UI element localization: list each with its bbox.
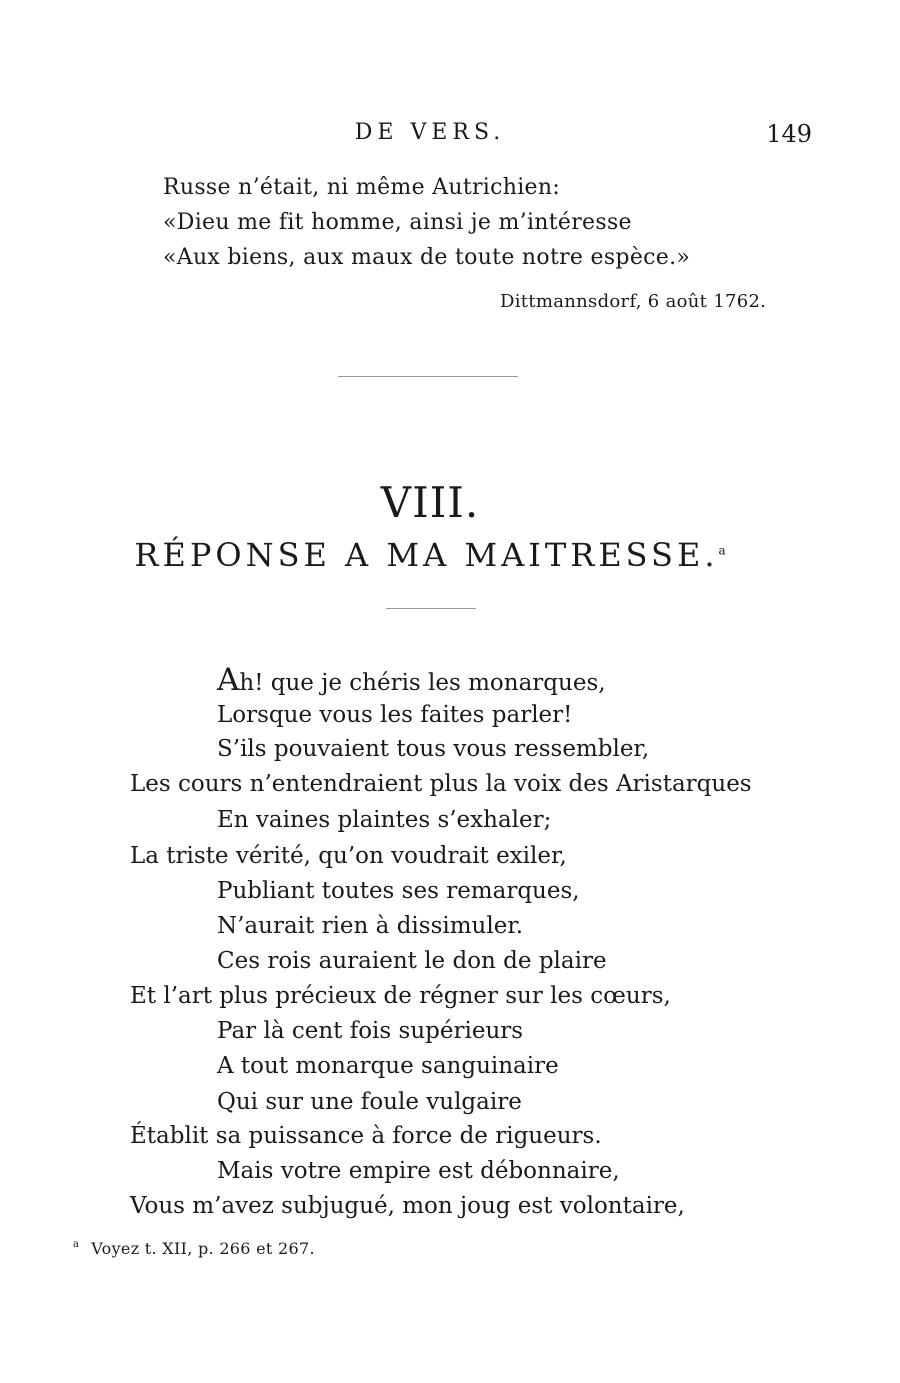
first-line-text: h! que je chéris les monarques,	[239, 670, 606, 696]
verse-line: Vous m’avez subjugué, mon joug est volontaire,	[130, 1193, 685, 1219]
verse-line: Publiant toutes ses remarques,	[217, 878, 580, 904]
running-head: DE VERS.	[354, 120, 506, 145]
footnote-reference: a	[718, 543, 726, 558]
footnote	[73, 1239, 315, 1258]
verse-line: En vaines plaintes s’exhaler;	[217, 807, 552, 833]
verse-line-first	[217, 662, 606, 698]
dateline: Dittmannsdorf, 6 août 1762.	[500, 291, 767, 312]
verse-line: Qui sur une foule vulgaire	[217, 1089, 522, 1115]
previous-poem-line: «Aux biens, aux maux de toute notre espèce.»	[163, 245, 691, 270]
verse-line: S’ils pouvaient tous vous ressembler,	[217, 736, 650, 762]
footnote-text: Voyez t. XII, p. 266 et 267.	[91, 1239, 315, 1258]
verse-line: Établit sa puissance à force de rigueurs.	[130, 1123, 602, 1149]
previous-poem-line: «Dieu me fit homme, ainsi je m’intéresse	[163, 210, 632, 235]
verse-line: Et l’art plus précieux de régner sur les cœurs,	[130, 983, 671, 1009]
section-divider	[338, 376, 518, 377]
title-divider	[386, 608, 476, 609]
previous-poem-line: Russe n’était, ni même Autrichien:	[163, 175, 561, 200]
verse-line: Les cours n’entendraient plus la voix des Aristarques	[130, 771, 752, 797]
verse-line: Mais votre empire est débonnaire,	[217, 1158, 620, 1184]
verse-line: La triste vérité, qu’on voudrait exiler,	[130, 843, 567, 869]
verse-line: N’aurait rien à dissimuler.	[217, 913, 524, 939]
footnote-mark: a	[73, 1239, 80, 1250]
page-number: 149	[766, 120, 812, 148]
poem-title-text: RÉPONSE A MA MAITRESSE.	[134, 536, 719, 574]
poem-title	[0, 536, 860, 574]
poem-number: VIII.	[380, 478, 480, 527]
verse-line: Par là cent fois supérieurs	[217, 1018, 524, 1044]
initial-letter: A	[217, 662, 240, 698]
verse-line: Lorsque vous les faites parler!	[217, 702, 573, 728]
verse-line: Ces rois auraient le don de plaire	[217, 948, 607, 974]
verse-line: A tout monarque sanguinaire	[217, 1053, 559, 1079]
